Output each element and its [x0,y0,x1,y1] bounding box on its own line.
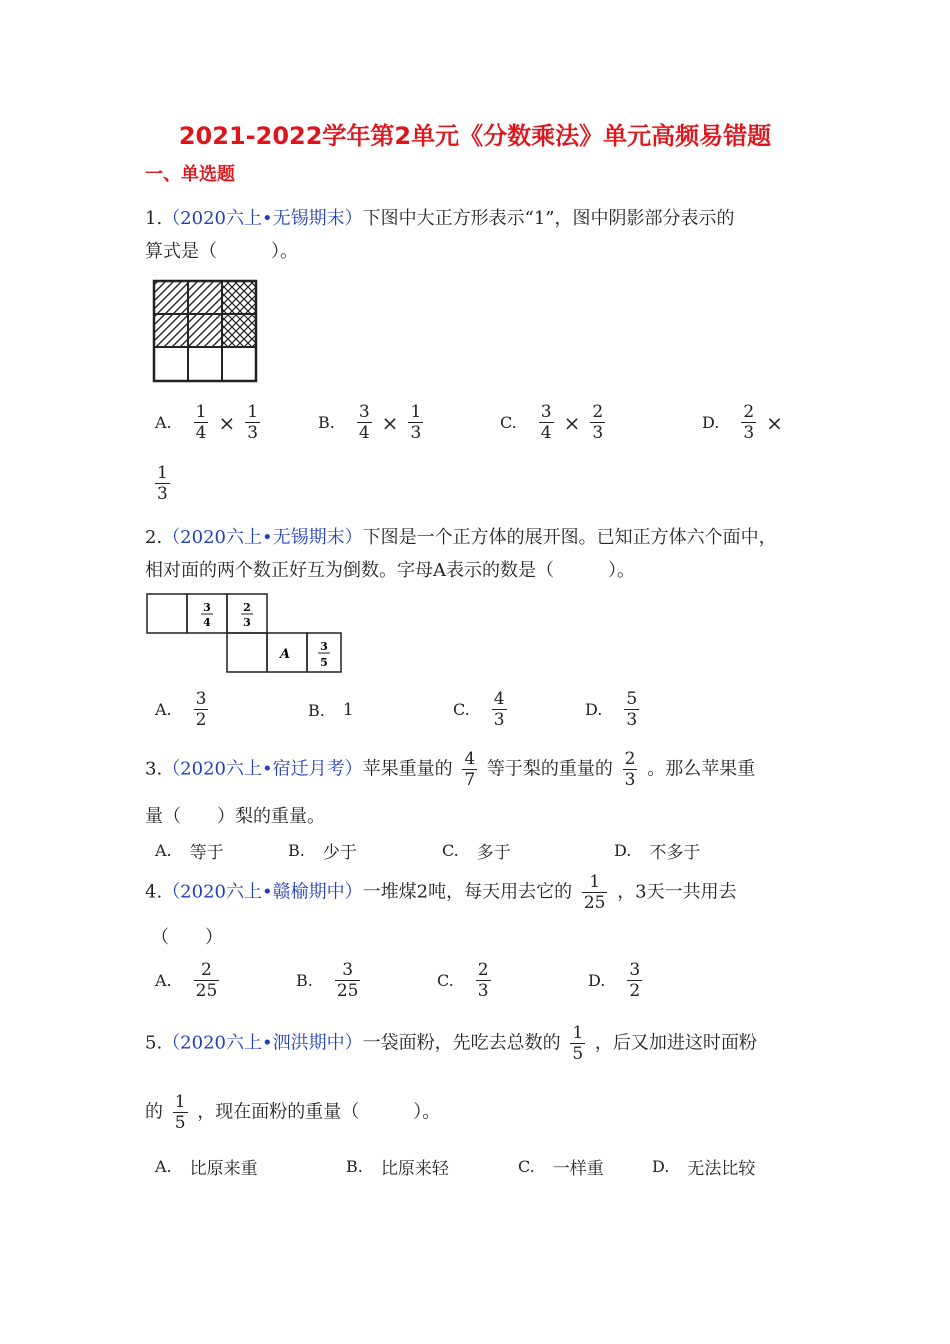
times-sign: × [381,410,399,435]
option-value: 比原来重 [189,1159,258,1179]
question-text: 下图是一个正方体的展开图。已知正方体六个面中， [362,527,777,548]
fraction: $\frac{2}{3}$ [477,960,489,1001]
option-d[interactable]: D. 无法比较 [652,1154,755,1179]
option-b[interactable]: B. 少于 [288,838,357,863]
option-value: 比原来轻 [380,1159,449,1179]
fraction: $\frac{1}{4}$ [195,402,207,443]
question-2-line-2: 相对面的两个数正好互为倒数。字母A表示的数是（ ）。 [145,560,635,581]
question-text: ，现在面粉的重量（ ）。 [197,1101,441,1123]
option-b[interactable]: B. 1 [308,700,354,720]
net-face-den: 5 [320,656,328,669]
times-sign: × [563,410,581,435]
question-text: 一袋面粉，先吃去总数的 [362,1032,561,1054]
fraction: $\frac{1}{5}$ [174,1092,186,1133]
option-b[interactable]: B. 比原来轻 [346,1154,449,1179]
question-4-line-2: （ ） [151,927,223,948]
net-face-num: 3 [320,640,328,653]
option-value: 等于 [189,843,224,863]
cube-net-figure [145,592,345,676]
question-number: 1. [145,208,163,229]
option-a[interactable]: A. 等于 [155,838,224,863]
option-a[interactable]: A. $\frac{1}{4}$ × $\frac{1}{3}$ [155,402,259,443]
section-heading: 一、单选题 [145,164,235,185]
option-value: 一样重 [552,1159,604,1179]
question-source: （2020六上•无锡期末） [162,527,363,548]
fraction: $\frac{1}{3}$ [247,402,259,443]
option-a[interactable]: A. $\frac{2}{25}$ [155,960,218,1001]
option-c[interactable]: C. 一样重 [518,1154,604,1179]
question-text: ，3天一共用去 [617,881,737,903]
question-number: 2. [145,527,163,548]
question-2-line-1 [145,525,777,551]
fraction: $\frac{1}{3}$ [410,402,422,443]
fraction: $\frac{4}{3}$ [493,689,505,730]
option-c[interactable]: C. 多于 [442,838,511,863]
fraction: $\frac{4}{7}$ [464,749,476,790]
question-5-line-1 [145,1023,757,1064]
shaded-square-figure [152,279,260,385]
question-source: （2020六上•泗洪期中） [162,1032,363,1054]
question-3-line-2: 量（ ）梨的重量。 [145,806,325,827]
question-source: （2020六上•赣榆期中） [162,881,363,903]
question-text: ，后又加进这时面粉 [594,1032,757,1054]
net-face-den: 4 [203,616,211,629]
option-b[interactable]: B. $\frac{3}{25}$ [296,960,359,1001]
option-value: 1 [342,700,354,720]
fraction: $\frac{3}{25}$ [336,960,359,1001]
times-sign: × [766,410,783,435]
question-3-line-1 [145,749,755,790]
fraction: $\frac{1}{5}$ [572,1023,584,1064]
question-source: （2020六上•无锡期末） [162,208,363,229]
option-value: 多于 [476,843,511,863]
question-number: 4. [145,881,163,903]
fraction: $\frac{3}{4}$ [540,402,552,443]
question-text: 等于梨的重量的 [486,758,613,780]
question-number: 5. [145,1032,163,1054]
question-text: 苹果重量的 [362,758,453,780]
question-1-line-1 [145,206,734,232]
net-face-num: 2 [243,601,251,614]
option-value: 不多于 [649,843,701,863]
fraction: $\frac{1}{3}$ [157,463,168,504]
fraction: $\frac{2}{3}$ [624,749,636,790]
fraction: $\frac{3}{2}$ [629,960,641,1001]
option-d[interactable]: D. 不多于 [614,838,700,863]
page-title: 2021-2022学年第2单元《分数乘法》单元高频易错题 [178,122,772,150]
question-text: 的 [145,1101,163,1123]
fraction: $\frac{2}{25}$ [195,960,218,1001]
option-value: 无法比较 [687,1159,756,1179]
option-c[interactable]: C. $\frac{3}{4}$ × $\frac{2}{3}$ [500,402,604,443]
fraction: $\frac{5}{3}$ [626,689,638,730]
net-face-den: 3 [243,616,251,629]
fraction: $\frac{3}{2}$ [195,689,207,730]
question-text: 下图中大正方形表示“1”，图中阴影部分表示的 [362,208,735,229]
option-c[interactable]: C. $\frac{2}{3}$ [437,960,489,1001]
question-source: （2020六上•宿迁月考） [162,758,363,780]
question-text: 。那么苹果重 [647,758,756,780]
fraction: $\frac{2}{3}$ [743,402,755,443]
option-d-continued [151,463,174,504]
option-d[interactable]: D. $\frac{5}{3}$ [585,689,638,730]
option-d[interactable]: D. $\frac{2}{3}$ × [702,402,783,443]
option-c[interactable]: C. $\frac{4}{3}$ [453,689,505,730]
fraction: $\frac{1}{25}$ [583,872,606,913]
question-text: 一堆煤2吨，每天用去它的 [362,881,573,903]
option-value: 少于 [322,843,357,863]
question-number: 3. [145,758,163,780]
question-4-line-1 [145,872,737,913]
times-sign: × [218,410,236,435]
option-a[interactable]: A. 比原来重 [155,1154,258,1179]
fraction: $\frac{2}{3}$ [592,402,604,443]
fraction: $\frac{3}{4}$ [358,402,370,443]
option-d[interactable]: D. $\frac{3}{2}$ [588,960,641,1001]
option-a[interactable]: A. $\frac{3}{2}$ [155,689,207,730]
net-face-letter: A [279,647,291,662]
question-5-line-2 [145,1092,440,1133]
question-1-line-2: 算式是（ ）。 [145,241,298,262]
option-b[interactable]: B. $\frac{3}{4}$ × $\frac{1}{3}$ [318,402,422,443]
net-face-num: 3 [203,601,211,614]
